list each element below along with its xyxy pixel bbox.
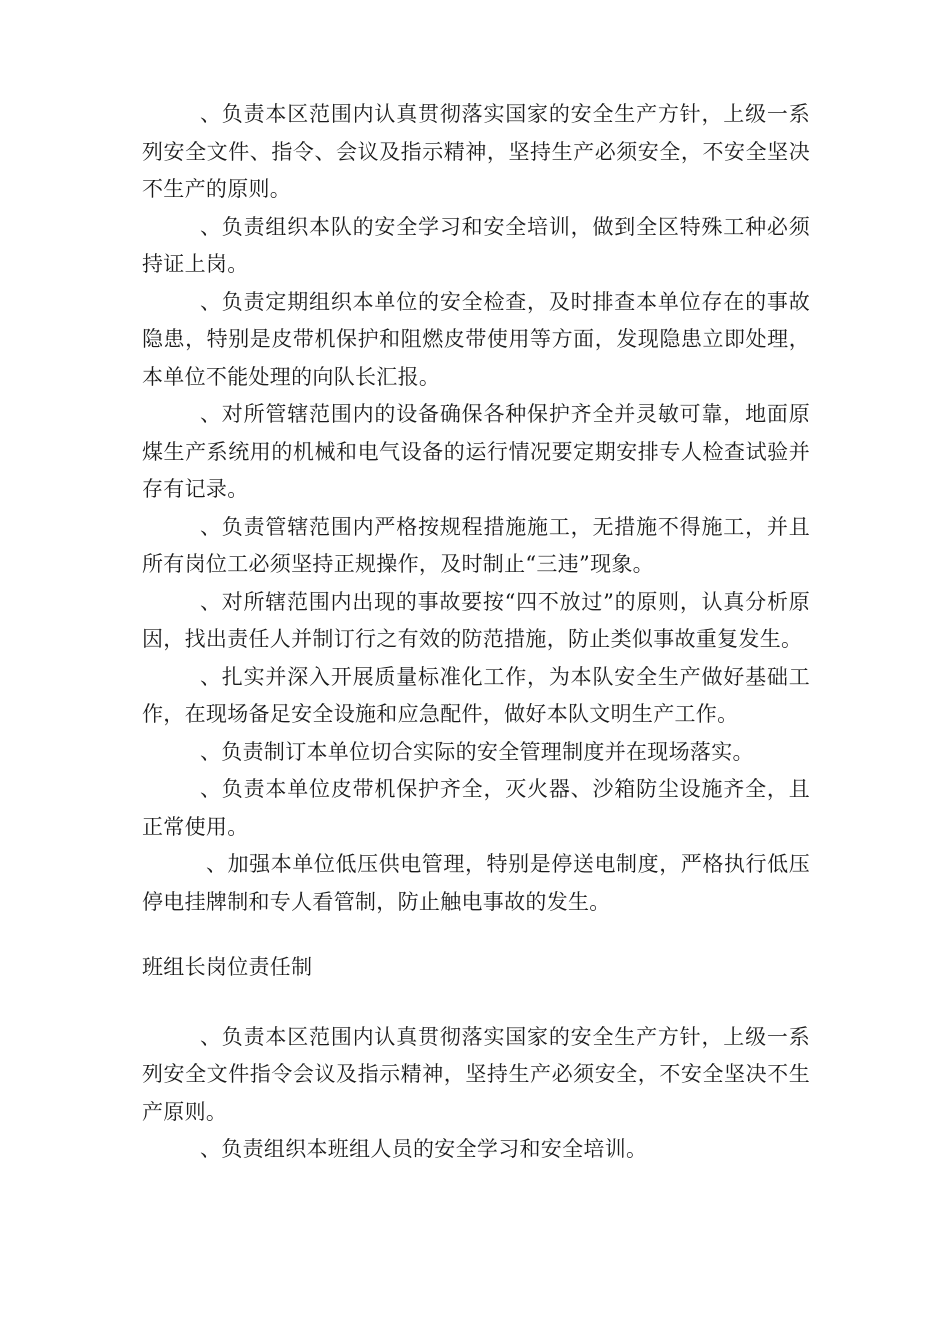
duty-paragraph-3: 、负责定期组织本单位的安全检查，及时排查本单位存在的事故隐患，特别是皮带机保护和阻燃皮带使用等方面，发现隐患立即处理，本单位不能处理的向队长汇报。 xyxy=(142,289,810,389)
section-duties-list xyxy=(142,96,810,921)
team-leader-paragraph-1: 、负责本区范围内认真贯彻落实国家的安全生产方针，上级一系列安全文件指令会议及指示精神，坚持生产必须安全，不安全坚决不生产原则。 xyxy=(142,1024,810,1124)
duty-paragraph-4: 、对所管辖范围内的设备确保各种保护齐全并灵敏可靠，地面原煤生产系统用的机械和电气设备的运行情况要定期安排专人检查试验并存有记录。 xyxy=(142,402,810,501)
duty-paragraph-9: 、负责本单位皮带机保护齐全，灭火器、沙箱防尘设施齐全，且正常使用。 xyxy=(142,777,810,839)
duty-paragraph-2: 、负责组织本队的安全学习和安全培训，做到全区特殊工种必须持证上岗。 xyxy=(142,214,810,276)
duty-paragraph-6: 、对所辖范围内出现的事故要按“四不放过”的原则，认真分析原因，找出责任人并制订行之有效的防范措施，防止类似事故重复发生。 xyxy=(142,589,810,651)
team-leader-paragraph-2: 、负责组织本班组人员的安全学习和安全培训。 xyxy=(200,1137,648,1161)
duty-paragraph-8: 、负责制订本单位切合实际的安全管理制度并在现场落实。 xyxy=(200,739,754,764)
document-page xyxy=(142,96,810,1169)
duty-paragraph-7: 、扎实并深入开展质量标准化工作，为本队安全生产做好基础工作，在现场备足安全设施和应急配件，做好本队文明生产工作。 xyxy=(142,664,810,726)
duty-paragraph-1: 、负责本区范围内认真贯彻落实国家的安全生产方针，上级一系列安全文件、指令、会议及指示精神，坚持生产必须安全，不安全坚决不生产的原则。 xyxy=(142,102,810,201)
section-heading-team-leader: 班组长岗位责任制 xyxy=(142,955,313,979)
section-team-leader-duties xyxy=(142,1019,810,1169)
duty-paragraph-10: 、加强本单位低压供电管理，特别是停送电制度，严格执行低压停电挂牌制和专人看管制，防止触电事故的发生。 xyxy=(142,852,810,914)
duty-paragraph-5: 、负责管辖范围内严格按规程措施施工，无措施不得施工，并且所有岗位工必须坚持正规操作，及时制止“三违”现象。 xyxy=(142,514,810,576)
